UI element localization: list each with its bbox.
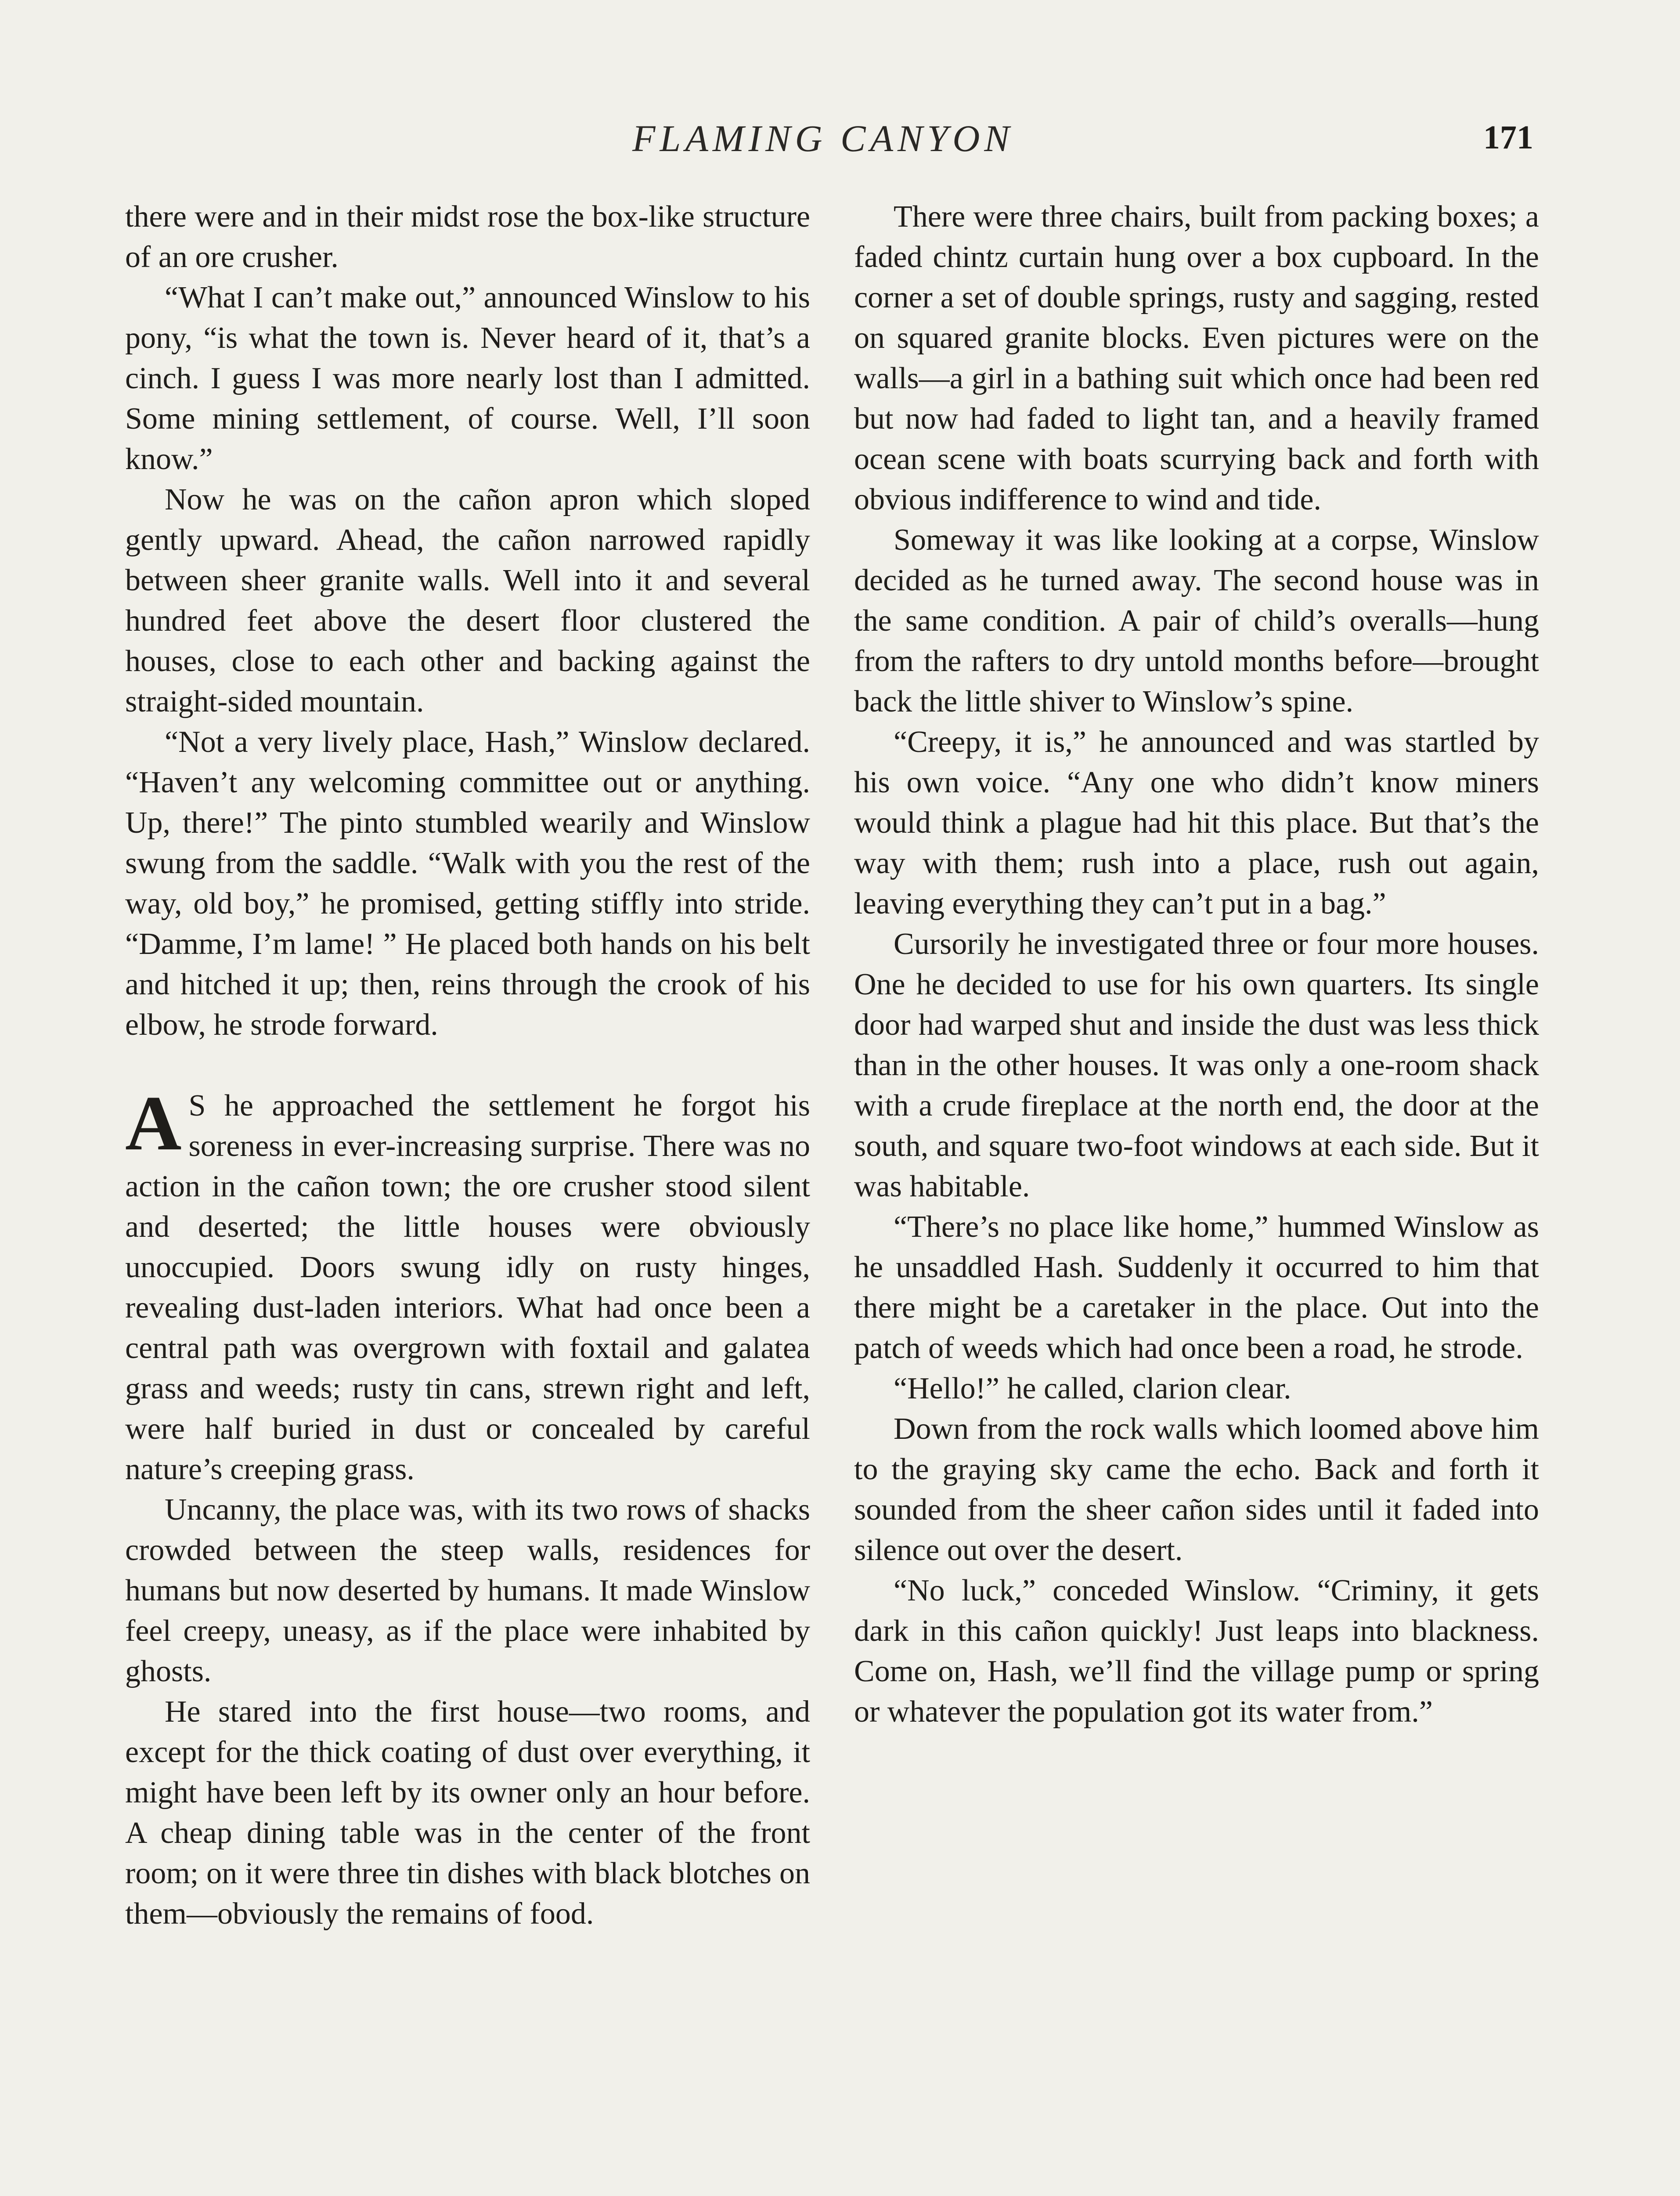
paragraph: Down from the rock walls which loomed above him to the graying sky came the echo. Back and forth it sounded from the sheer cañon sides until it faded into silence out over the desert. — [854, 1412, 1539, 1567]
paragraph: There were three chairs, built from packing boxes; a faded chintz curtain hung over a box cupboard. In the corner a set of double springs, rusty and sagging, rested on squared granite blocks. Even pictures were on the walls—a girl in a bathing suit which once had been red but now had faded to light tan, and a heavily framed ocean scene with boats scurrying back and forth with obvious indifference to wind and tide. — [854, 200, 1539, 516]
paragraph: Uncanny, the place was, with its two rows of shacks crowded between the steep walls, residences for humans but now deserted by humans. It made Winslow feel creepy, uneasy, as if the place were inhabited by ghosts. — [125, 1493, 810, 1688]
paragraph-text: S he approached the settlement he forgot his soreness in ever-increasing surprise. There was no action in the cañon town; the ore crusher stood silent and deserted; the little houses were obviously unoccupied. Doors swung idly on rusty hinges, revealing dust-laden interiors. What had once been a central path was overgrown with foxtail and galatea grass and weeds; rusty tin cans, strewn right and left, were half buried in dust or concealed by careful nature’s creeping grass. — [125, 1089, 810, 1486]
paragraph: “Creepy, it is,” he announced and was startled by his own voice. “Any one who didn’t know miners would think a plague had hit this place. But that’s the way with them; rush into a place, rush out again, leaving everything they can’t put in a bag.” — [854, 725, 1539, 921]
left-column — [125, 197, 810, 1934]
paragraph: Someway it was like looking at a corpse, Winslow decided as he turned away. The second house was in the same condition. A pair of child’s overalls—hung from the rafters to dry untold months before—brought back the little shiver to Winslow’s spine. — [854, 523, 1539, 719]
section-break — [125, 1045, 810, 1086]
paragraph: “No luck,” conceded Winslow. “Criminy, it gets dark in this cañon quickly! Just leaps into blackness. Come on, Hash, we’ll find the village pump or spring or whatever the population got its water from.” — [854, 1574, 1539, 1729]
paragraph: He stared into the first house—two rooms, and except for the thick coating of dust over everything, it might have been left by its owner only an hour before. A cheap dining table was in the center of the front room; on it were three tin dishes with black blotches on them—obviously the remains of food. — [125, 1695, 810, 1931]
paragraph: Cursorily he investigated three or four more houses. One he decided to use for his own quarters. Its single door had warped shut and inside the dust was less thick than in the other houses. It was only a one-room shack with a crude fireplace at the north end, the door at the south, and square two-foot windows at each side. But it was habitable. — [854, 927, 1539, 1203]
paragraph: Now he was on the cañon apron which sloped gently upward. Ahead, the cañon narrowed rapidly between sheer granite walls. Well into it and several hundred feet above the desert floor clustered the houses, close to each other and backing against the straight-sided mountain. — [125, 483, 810, 719]
paragraph: “There’s no place like home,” hummed Winslow as he unsaddled Hash. Suddenly it occurred to him that there might be a caretaker in the place. Out into the patch of weeds which had once been a road, he strode. — [854, 1210, 1539, 1365]
paragraph: there were and in their midst rose the box-like structure of an ore crusher. — [125, 200, 810, 274]
paragraph: “What I can’t make out,” announced Winslow to his pony, “is what the town is. Never heard of it, that’s a cinch. I guess I was more nearly lost than I admitted. Some mining settlement, of course. Well, I’ll soon know.” — [125, 281, 810, 476]
right-column — [854, 197, 1539, 1732]
dropcap-paragraph — [125, 1080, 810, 1490]
paragraph: “Not a very lively place, Hash,” Winslow declared. “Haven’t any welcoming committee out or anything. Up, there!” The pinto stumbled wearily and Winslow swung from the saddle. “Walk with you the rest of the way, old boy,” he promised, getting stiffly into stride. “Damme, I’m lame! ” He placed both hands on his belt and hitched it up; then, reins through the crook of his elbow, he strode forward. — [125, 725, 810, 1042]
drop-cap-letter: A — [125, 1080, 182, 1167]
paragraph: “Hello!” he called, clarion clear. — [894, 1372, 1291, 1405]
page-number: 171 — [1483, 119, 1533, 156]
running-title: FLAMING CANYON — [632, 117, 1014, 159]
